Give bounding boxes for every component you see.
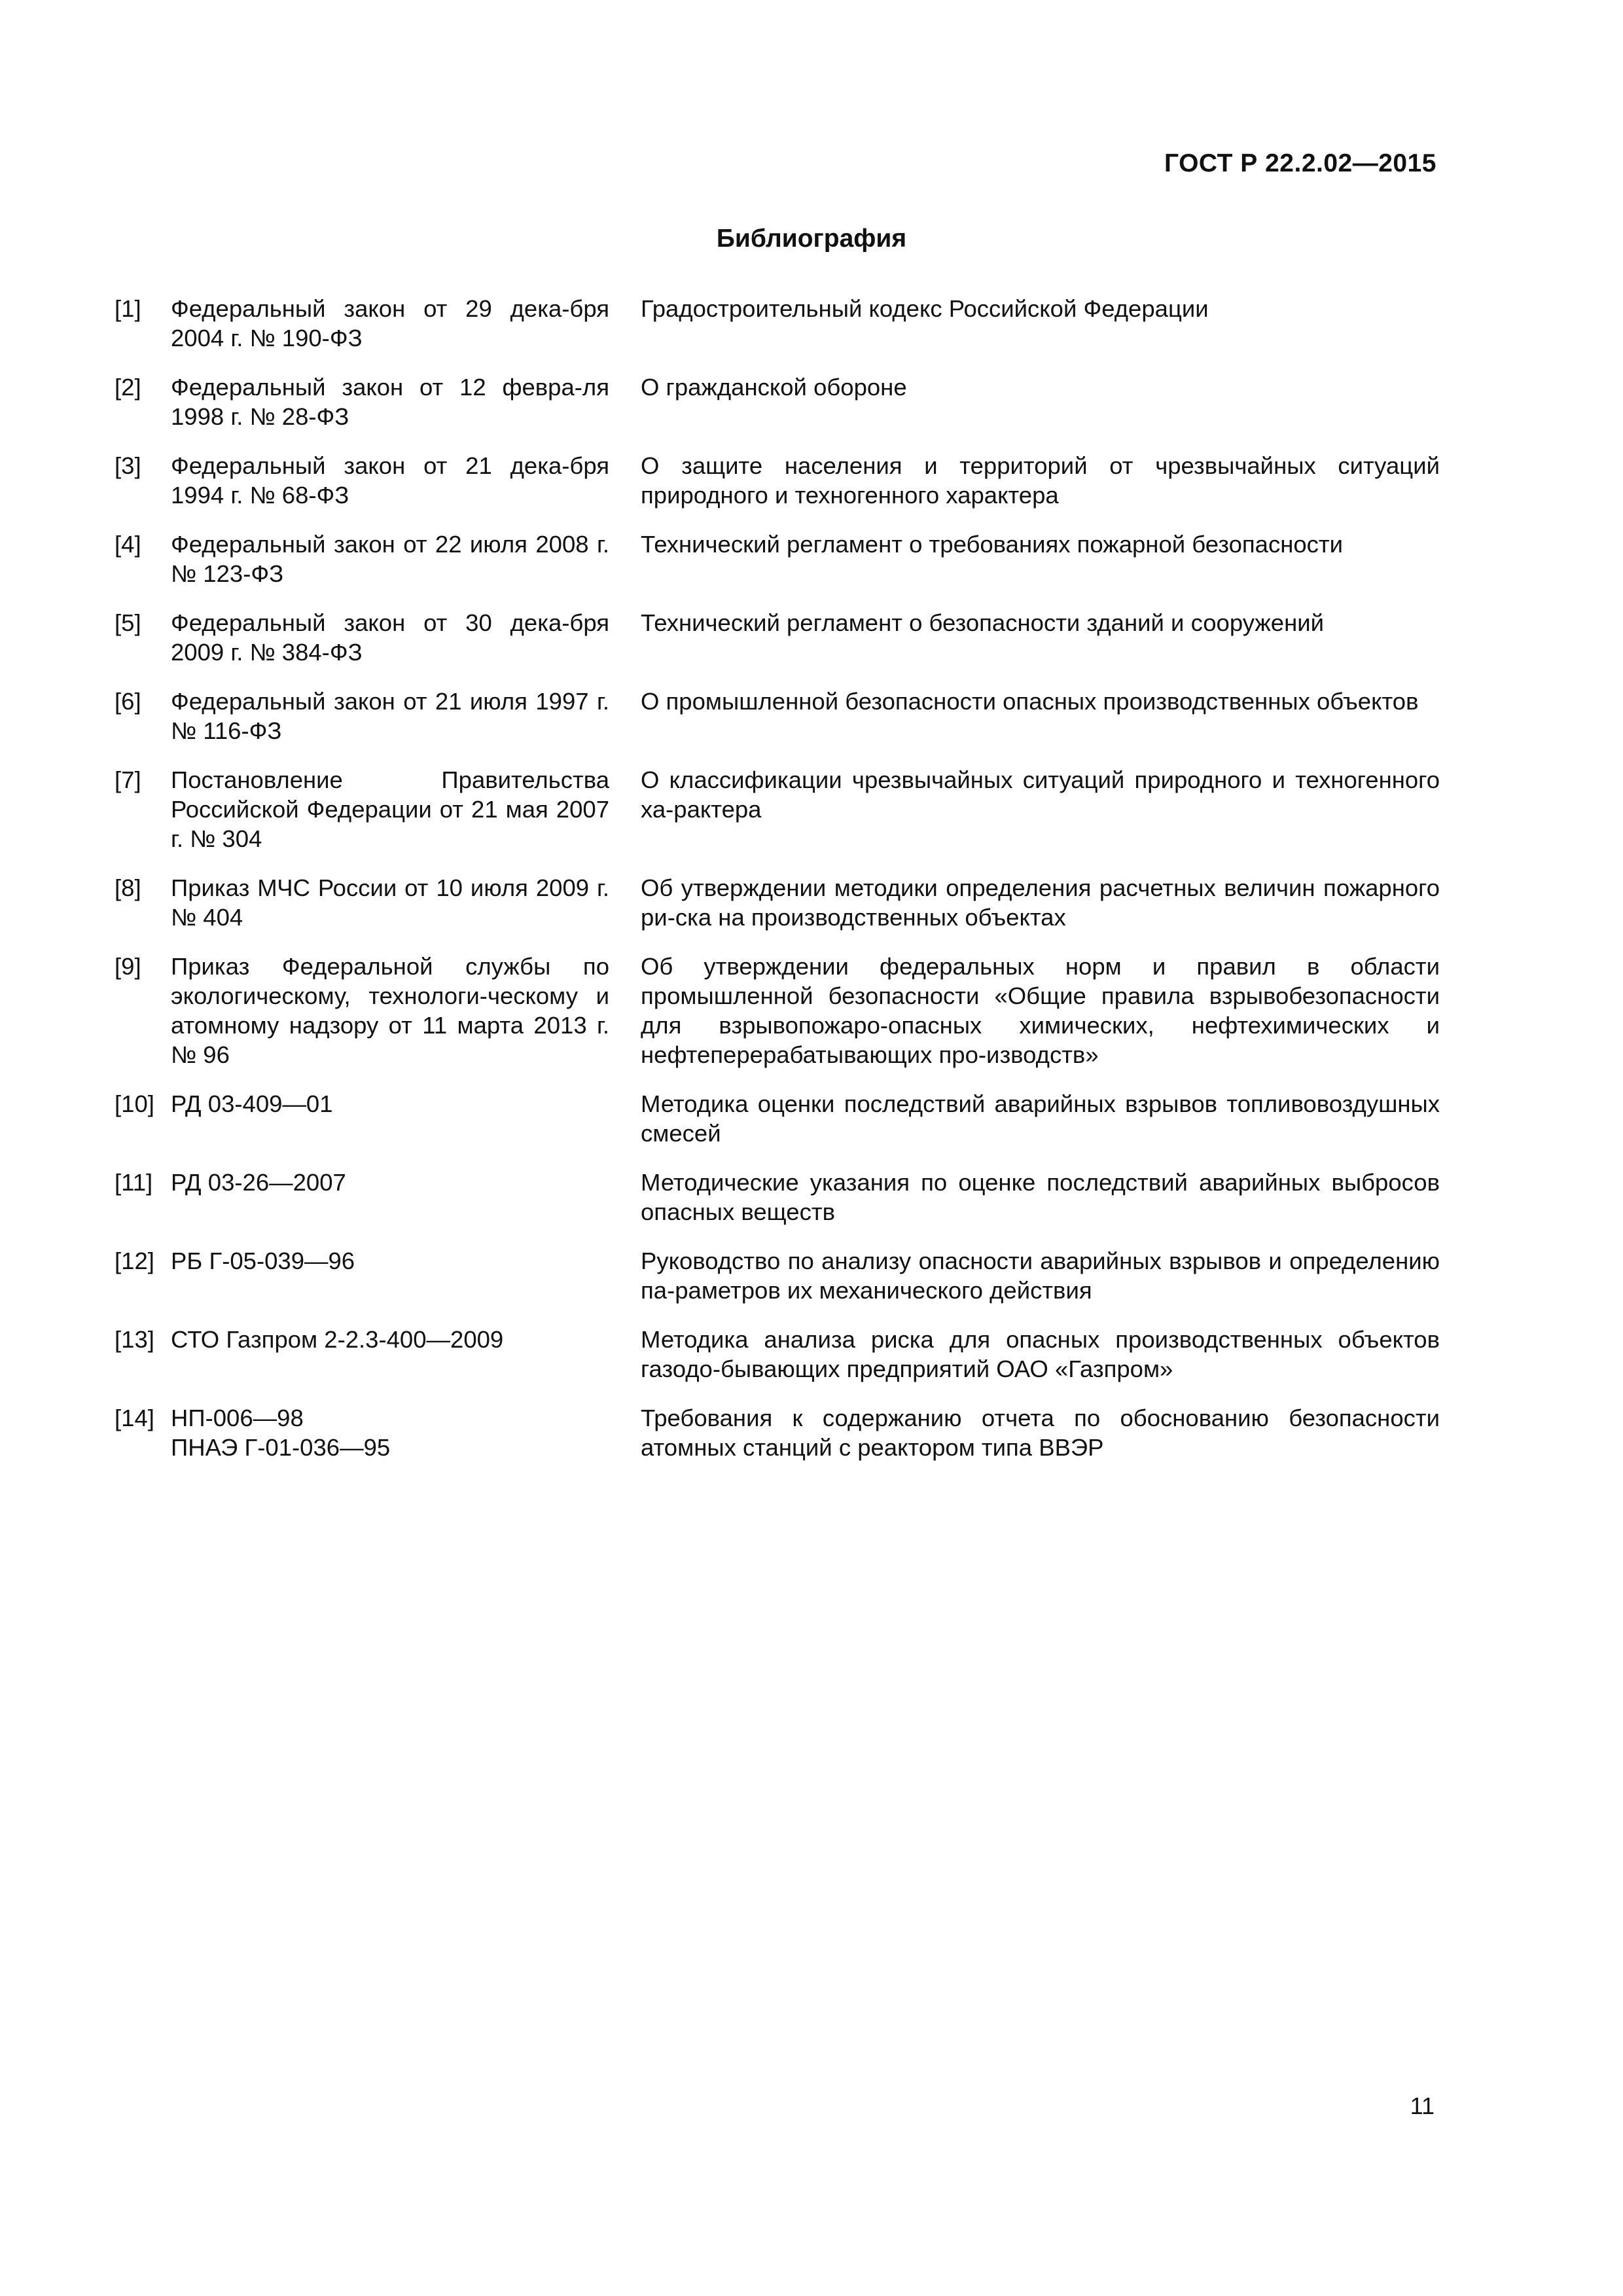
entry-number: [1] xyxy=(115,295,141,322)
entry-source: Федеральный закон от 21 июля 1997 г. № 116-ФЗ xyxy=(171,688,609,744)
entry-source: Федеральный закон от 30 дека-бря 2009 г. № 384-ФЗ xyxy=(171,609,609,666)
entry-number: [2] xyxy=(115,374,141,401)
entry-title: Градостроительный кодекс Российской Федерации xyxy=(641,295,1209,322)
entry-title: Руководство по анализу опасности аварийных взрывов и определению па-раметров их механического действия xyxy=(641,1247,1440,1304)
column-gap xyxy=(609,529,641,608)
entry-title: Об утверждении методики определения расчетных величин пожарного ри-ска на производственных объектах xyxy=(641,874,1440,931)
column-gap xyxy=(609,873,641,952)
entry-title: Технический регламент о требованиях пожарной безопасности xyxy=(641,531,1344,558)
entry-title: Технический регламент о безопасности зданий и сооружений xyxy=(641,609,1325,636)
entry-source: РД 03-409—01 xyxy=(171,1090,333,1117)
document-code: ГОСТ Р 22.2.02—2015 xyxy=(1164,149,1436,177)
bibliography-entry xyxy=(115,372,1440,451)
entry-source: РД 03-26—2007 xyxy=(171,1169,346,1196)
entry-number: [4] xyxy=(115,531,141,558)
entry-number: [11] xyxy=(115,1169,153,1196)
entry-source: Федеральный закон от 29 дека-бря 2004 г. № 190-ФЗ xyxy=(171,295,609,351)
column-gap xyxy=(609,372,641,451)
entry-title: Методика оценки последствий аварийных взрывов топливовоздушных смесей xyxy=(641,1090,1440,1147)
entry-source: Федеральный закон от 22 июля 2008 г. № 123-ФЗ xyxy=(171,531,609,587)
bibliography-entry xyxy=(115,873,1440,952)
bibliography-entry xyxy=(115,1168,1440,1246)
entry-source-line: НП-006—98 xyxy=(171,1405,304,1431)
bibliography-entry xyxy=(115,687,1440,765)
bibliography-entry xyxy=(115,451,1440,529)
entry-title: О защите населения и территорий от чрезвычайных ситуаций природного и техногенного характера xyxy=(641,452,1440,509)
entry-title: О классификации чрезвычайных ситуаций природного и техногенного ха-рактера xyxy=(641,766,1440,823)
column-gap xyxy=(609,451,641,529)
column-gap xyxy=(609,1168,641,1246)
entry-title: Методика анализа риска для опасных производственных объектов газодо-бывающих предприятий ОАО «Газпром» xyxy=(641,1326,1440,1382)
column-gap xyxy=(609,1403,641,1482)
entry-title: О гражданской обороне xyxy=(641,374,907,401)
entry-title: О промышленной безопасности опасных производственных объектов xyxy=(641,688,1419,715)
entry-title: Методические указания по оценке последствий аварийных выбросов опасных веществ xyxy=(641,1169,1440,1225)
entry-source: СТО Газпром 2-2.3-400—2009 xyxy=(171,1326,504,1353)
entry-number: [9] xyxy=(115,953,141,980)
column-gap xyxy=(609,687,641,765)
entry-number: [6] xyxy=(115,688,141,715)
entry-number: [14] xyxy=(115,1405,154,1431)
entry-number: [12] xyxy=(115,1247,154,1274)
entry-number: [5] xyxy=(115,609,141,636)
bibliography-entry xyxy=(115,294,1440,372)
bibliography-entry xyxy=(115,1325,1440,1403)
entry-source-line: ПНАЭ Г-01-036—95 xyxy=(171,1434,391,1461)
bibliography-entry xyxy=(115,1246,1440,1325)
entry-source: РБ Г-05-039—96 xyxy=(171,1247,355,1274)
column-gap xyxy=(609,952,641,1089)
bibliography-table xyxy=(115,294,1440,1482)
column-gap xyxy=(609,294,641,372)
entry-number: [3] xyxy=(115,452,141,479)
entry-source: Приказ МЧС России от 10 июля 2009 г. № 404 xyxy=(171,874,609,931)
column-gap xyxy=(609,1246,641,1325)
entry-source: Постановление Правительства Российской Федерации от 21 мая 2007 г. № 304 xyxy=(171,766,609,852)
bibliography-entry xyxy=(115,529,1440,608)
entry-number: [7] xyxy=(115,766,141,793)
entry-number: [13] xyxy=(115,1326,154,1353)
entry-title: Требования к содержанию отчета по обоснованию безопасности атомных станций с реактором типа ВВЭР xyxy=(641,1405,1440,1461)
column-gap xyxy=(609,765,641,873)
entry-source: Приказ Федеральной службы по экологическому, технологи-ческому и атомному надзору от 11 марта 2013 г. № 96 xyxy=(171,953,609,1068)
bibliography-entry xyxy=(115,1089,1440,1168)
column-gap xyxy=(609,1089,641,1168)
entry-source xyxy=(171,1403,609,1482)
entry-number: [8] xyxy=(115,874,141,901)
entry-number: [10] xyxy=(115,1090,154,1117)
bibliography-entry xyxy=(115,765,1440,873)
bibliography-entry xyxy=(115,1403,1440,1482)
page-number: 11 xyxy=(1410,2092,1435,2119)
column-gap xyxy=(609,608,641,687)
bibliography-entry xyxy=(115,952,1440,1089)
entry-title: Об утверждении федеральных норм и правил в области промышленной безопасности «Общие правила взрывобезопасности для взрывопожаро-опасных химических, нефтехимических и нефтеперерабатывающих про-изводств» xyxy=(641,953,1440,1068)
bibliography-title: Библиография xyxy=(716,224,907,253)
bibliography-entry xyxy=(115,608,1440,687)
entry-source: Федеральный закон от 12 февра-ля 1998 г. № 28-ФЗ xyxy=(171,374,609,430)
entry-source: Федеральный закон от 21 дека-бря 1994 г. № 68-ФЗ xyxy=(171,452,609,509)
column-gap xyxy=(609,1325,641,1403)
